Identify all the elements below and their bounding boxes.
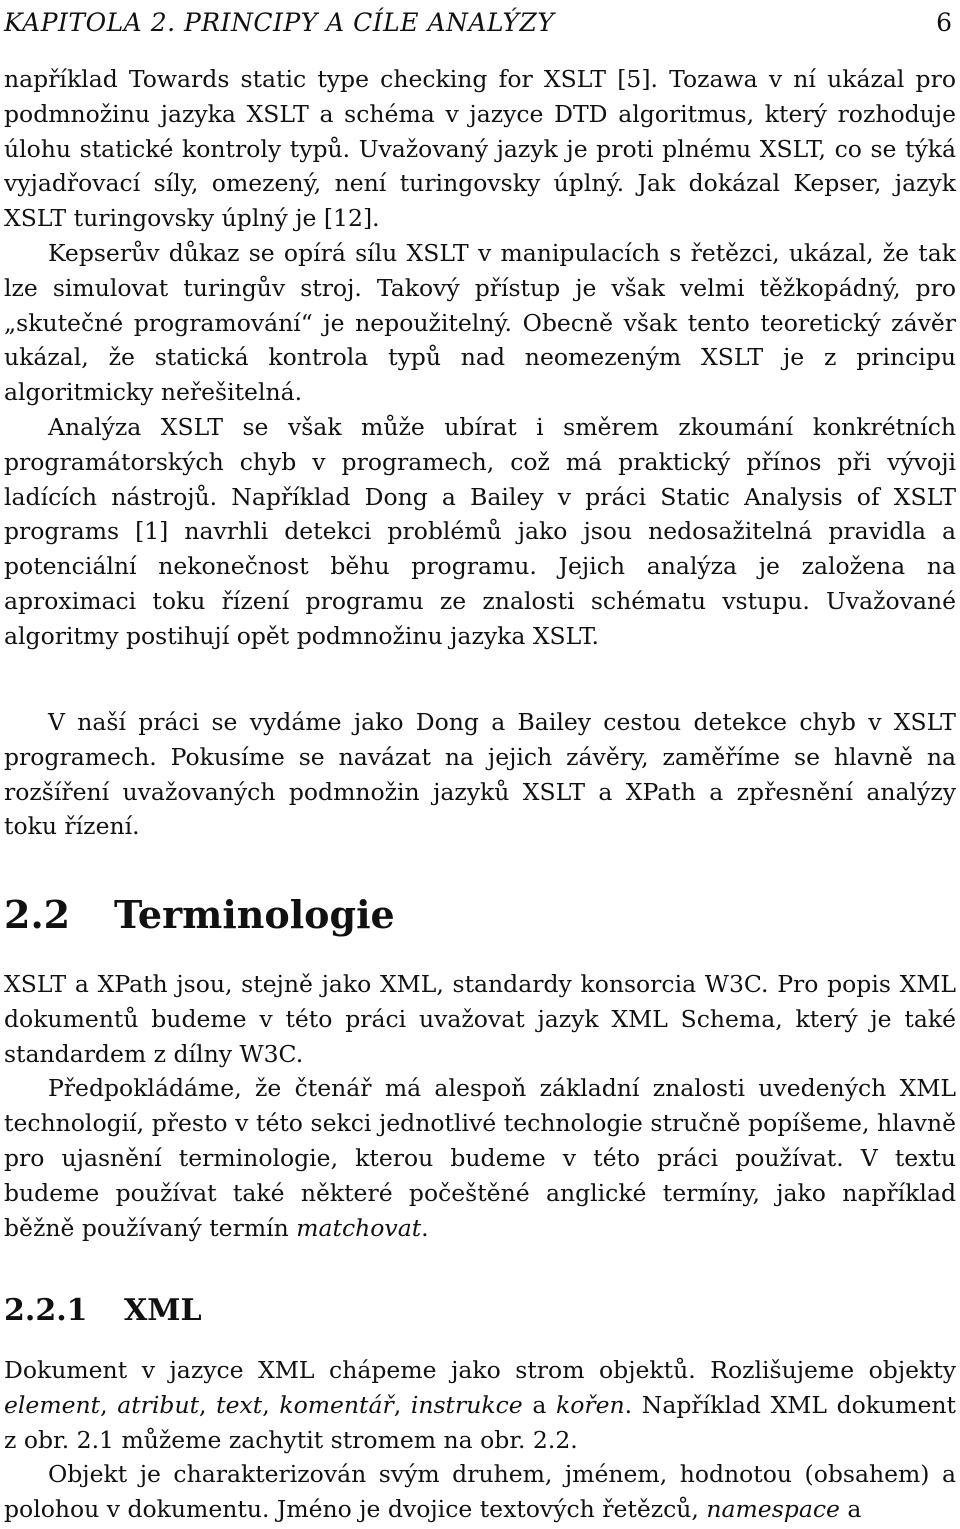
section-heading-terminologie	[4, 892, 956, 938]
term-koren: kořen	[555, 1390, 625, 1419]
subsection-heading-xml	[4, 1292, 956, 1330]
paragraph-our-work: V naší práci se vydáme jako Dong a Bailey cestou detekce chyb v XSLT programech. Pokusíme se navázat na jejich závěry, zaměříme se hlavně na rozšíření uvažovaných podmnožin jazyků XSLT a XPath a zpřesnění analýzy toku řízení.	[4, 708, 956, 841]
paragraph-kepser-proof: Kepserův důkaz se opírá sílu XSLT v manipulacích s řetězci, ukázal, že tak lze simulovat turingův stroj. Takový přístup je však velmi těžkopádný, pro „skutečné programování“ je nepoužitelný. Obecně však tento teoretický závěr ukázal, že statická kontrola typů nad neomezeným XSLT je z principu algoritmicky neřešitelná.	[4, 238, 956, 407]
paragraph-xml-tree: Dokument v jazyce XML chápeme jako strom objektů. Rozlišujeme objekty element, atribut, text, komentář, instrukce a kořen. Například XML dokument z obr. 2.1 můžeme zachytit stromem na obr. 2.2.	[4, 1356, 956, 1454]
paragraph-w3c-standards: XSLT a XPath jsou, stejně jako XML, standardy konsorcia W3C. Pro popis XML dokumentů budeme v této práci uvažovat jazyk XML Schema, který je také standardem z dílny W3C.	[4, 970, 956, 1068]
paragraph-towards-static-type-checking: například Towards static type checking for XSLT [5]. Tozawa v ní ukázal pro podmnožinu jazyka XSLT a schéma v jazyce DTD algoritmus, který rozhoduje úlohu statické kontroly typů. Uvažovaný jazyk je proti plnému XSLT, co se týká vyjadřovací síly, omezený, není turingovsky úplný. Jak dokázal Kepser, jazyk XSLT turingovsky úplný je [12].	[4, 65, 956, 233]
term-komentar: komentář	[279, 1390, 394, 1419]
body-section-xml	[4, 1353, 956, 1527]
subsection-number: 2.2.1	[4, 1293, 88, 1328]
term-matchovat: matchovat	[296, 1213, 422, 1242]
paragraph-reader-assumptions: Předpokládáme, že čtenář má alespoň základní znalosti uvedených XML technologií, přesto v této sekci jednotlivé technologie stručně popíšeme, hlavně pro ujasnění terminologie, kterou budeme v této práci používat. V textu budeme používat také některé počeštěné anglické termíny, jako například běžně používaný termín matchovat.	[4, 1074, 956, 1242]
body-section-terminologie	[4, 967, 956, 1245]
body-section-2	[4, 705, 956, 844]
term-element: element	[4, 1390, 101, 1419]
paragraph-object-characterization: Objekt je charakterizován svým druhem, jménem, hodnotou (obsahem) a polohou v dokumentu. Jméno je dvojice textových řetězců, namespace a	[4, 1460, 956, 1524]
section-number: 2.2	[4, 892, 71, 937]
term-instrukce: instrukce	[410, 1390, 523, 1419]
document-page	[4, 0, 956, 1529]
body-section-1	[4, 62, 956, 654]
paragraph-reader-assumptions-text: Předpokládáme, že čtenář má alespoň základní znalosti uvedených XML technologií, přesto v této sekci jednotlivé technologie stručně popíšeme, hlavně pro ujasnění terminologie, kterou budeme v této práci používat. V textu budeme používat také některé počeštěné anglické termíny, jako například běžně používaný termín	[4, 1074, 956, 1242]
term-text: text	[216, 1390, 263, 1419]
chapter-title: KAPITOLA 2. PRINCIPY A CÍLE ANALÝZY	[4, 7, 555, 37]
term-namespace: namespace	[706, 1495, 840, 1524]
term-atribut: atribut	[117, 1390, 200, 1419]
section-title: Terminologie	[114, 892, 395, 937]
subsection-title: XML	[124, 1293, 202, 1328]
running-header	[4, 4, 956, 40]
page-number: 6	[936, 7, 952, 37]
paragraph-dong-bailey-analysis: Analýza XSLT se však může ubírat i směrem zkoumání konkrétních programátorských chyb v programech, což má praktický přínos při vývoji ladících nástrojů. Například Dong a Bailey v práci Static Analysis of XSLT programs [1] navrhli detekci problémů jako jsou nedosažitelná pravidla a potenciální nekonečnost běhu programu. Jejich analýza je založena na aproximaci toku řízení programu ze znalosti schématu vstupu. Uvažované algoritmy postihují opět podmnožinu jazyka XSLT.	[4, 412, 956, 650]
